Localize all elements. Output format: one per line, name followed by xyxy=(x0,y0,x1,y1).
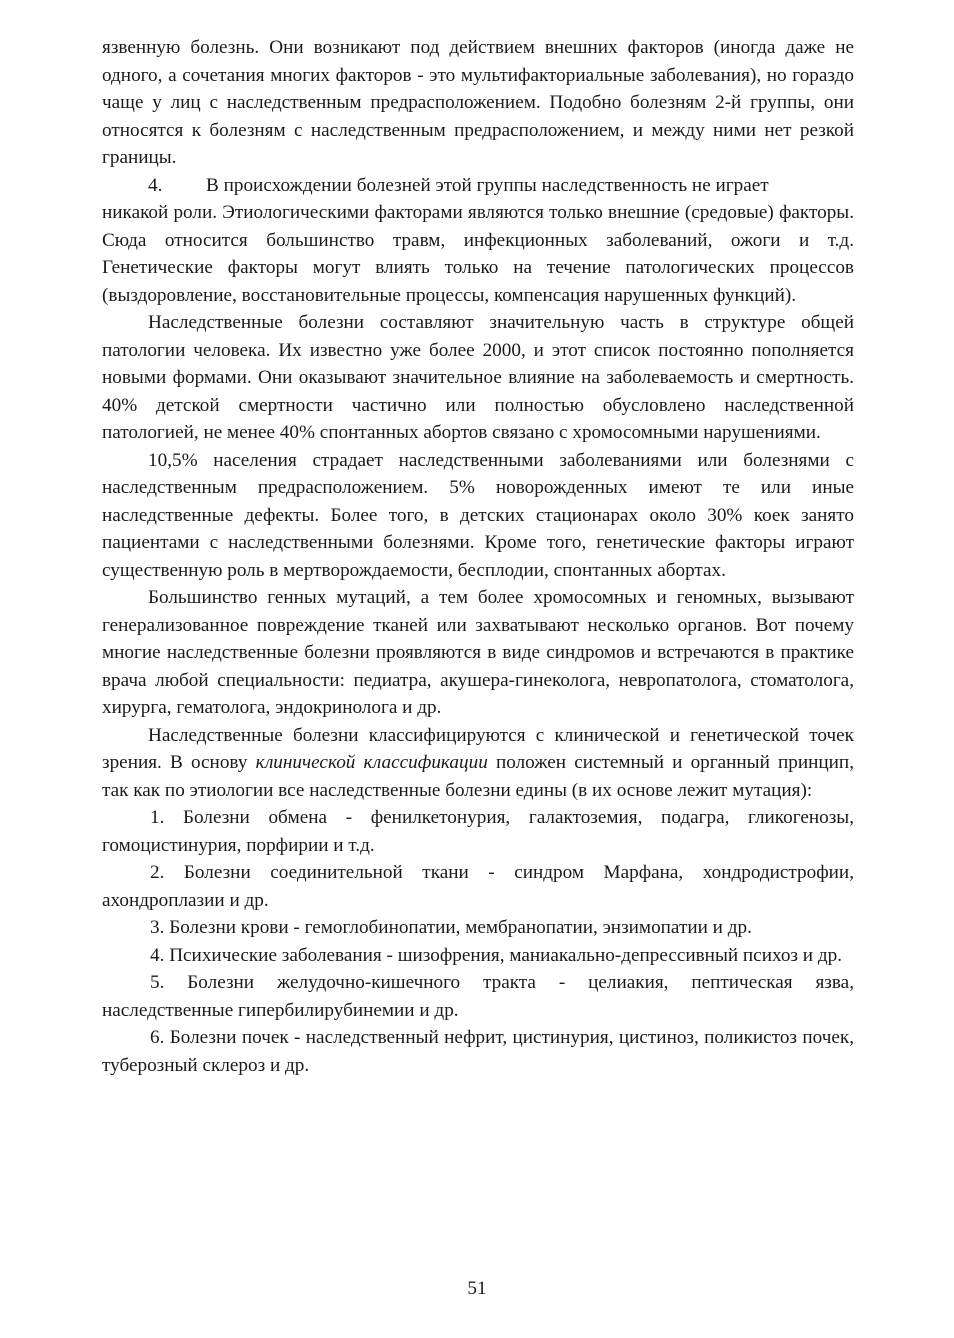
group-4-first-line xyxy=(102,172,892,200)
list-item: 1. Болезни обмена - фенилкетонурия, галактоземия, подагра, гликогенозы, гомоцистинурия, порфирии и т.д. xyxy=(102,807,854,856)
page-body xyxy=(102,34,854,1079)
list-item: 6. Болезни почек - наследственный нефрит, цистинурия, цистиноз, поликистоз почек, туберозный склероз и др. xyxy=(102,1027,854,1076)
list-item: 3. Болезни крови - гемоглобинопатии, мембранопатии, энзимопатии и др. xyxy=(150,917,752,938)
list-item: 2. Болезни соединительной ткани - синдром Марфана, хондродистрофии, ахондроплазии и др. xyxy=(102,862,854,911)
classification-text-after: положен системный и органный принцип, так как по этиологии все наследственные болезни едины (в их основе лежит мутация): xyxy=(102,752,854,801)
paragraph-classification xyxy=(102,722,854,805)
paragraph-continuation: язвенную болезнь. Они возникают под действием внешних факторов (иногда даже не одного, а сочетания многих факторов - это мультифакториальные заболевания), но гораздо чаще у лиц с наследственным предрасположением. Подобно болезням 2-й группы, они относятся к болезням с наследственным предрасположением, и между ними нет резкой границы. xyxy=(102,37,854,168)
paragraph-hereditary-diseases-share: Наследственные болезни составляют значительную часть в структуре общей патологии человека. Их известно уже более 2000, и этот список постоянно пополняется новыми формами. Они оказывают значительное влияние на заболеваемость и смертность. 40% детской смертности частично или полностью обусловлено наследственной патологией, не менее 40% спонтанных абортов связано с хромосомными нарушениями. xyxy=(102,312,854,443)
group-4-first-text: В происхождении болезней этой группы наследственность не играет xyxy=(206,174,769,196)
page-number: 51 xyxy=(467,1278,487,1299)
paragraph-mutations-syndromes: Большинство генных мутаций, а тем более хромосомных и геномных, вызывают генерализованное повреждение тканей или захватывают несколько органов. Вот почему многие наследственные болезни проявляются в виде синдромов и встречаются в практике врача любой специальности: педиатра, акушера-гинеколога, невропатолога, стоматолога, хирурга, гематолога, эндокринолога и др. xyxy=(102,587,854,718)
classification-text-before: Наследственные болезни классифицируются с клинической и генетической точек зрения. В основу xyxy=(102,724,854,773)
group-4-paragraph-rest: никакой роли. Этиологическими факторами являются только внешние (средовые) факторы. Сюда относится большинство травм, инфекционных заболеваний, ожоги и т.д. Генетические факторы могут влиять только на течение патологических процессов (выздоровление, восстановительные процессы, компенсация нарушенных функций). xyxy=(102,202,854,306)
classification-italic-term: клинической классификации xyxy=(255,752,488,773)
paragraph-population-statistics: 10,5% населения страдает наследственными заболеваниями или болезнями с наследственным предрасположением. 5% новорожденных имеют те или иные наследственные дефекты. Более того, в детских стационарах около 30% коек занято пациентами с наследственными болезнями. Кроме того, генетические факторы играют существенную роль в мертворождаемости, бесплодии, спонтанных абортах. xyxy=(102,449,854,581)
list-item: 5. Болезни желудочно-кишечного тракта - целиакия, пептическая язва, наследственные гипербилирубинемии и др. xyxy=(102,972,854,1021)
list-item: 4. Психические заболевания - шизофрения, маниакально-депрессивный психоз и др. xyxy=(150,944,843,966)
group-number: 4. xyxy=(148,174,163,196)
